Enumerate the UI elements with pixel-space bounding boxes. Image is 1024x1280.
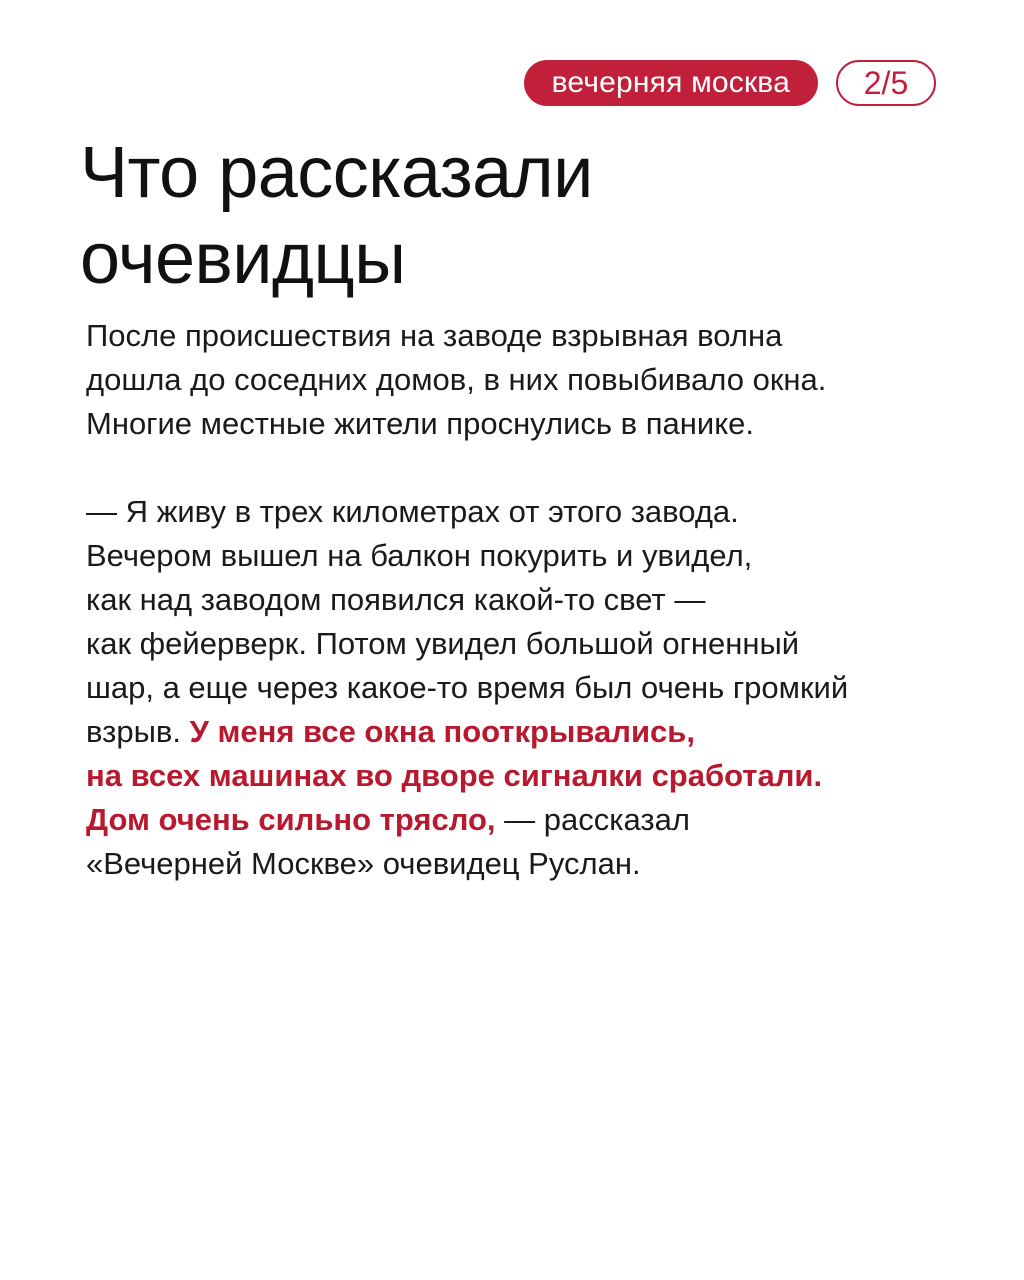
text-line: Многие местные жители проснулись в панике. [86,406,754,441]
text-line: шар, а еще через какое-то время был очень громкий [86,670,849,705]
text-line: «Вечерней Москве» очевидец Руслан. [86,846,641,881]
highlighted-quote: Дом очень сильно трясло, [86,802,496,837]
highlighted-quote: на всех машинах во дворе сигналки сработали. [86,758,823,793]
page-title [80,130,960,302]
title-line-2: очевидцы [80,219,406,299]
text-line-mixed [86,798,956,842]
text-line: После происшествия на заводе взрывная волна [86,318,783,353]
brand-badge: вечерняя москва [524,60,818,106]
text-line: как фейерверк. Потом увидел большой огненный [86,626,800,661]
plain-text: — рассказал [495,802,690,837]
paragraph-quote [86,490,956,886]
text-line: дошла до соседних домов, в них повыбивало окна. [86,362,827,397]
text-line: Вечером вышел на балкон покурить и увидел, [86,538,753,573]
text-line-mixed [86,710,956,754]
plain-text: взрыв. [86,714,190,749]
page-counter: 2/5 [836,60,936,106]
text-line: как над заводом появился какой-то свет — [86,582,706,617]
text-line: — Я живу в трех километрах от этого завода. [86,494,739,529]
title-line-1: Что рассказали [80,133,593,213]
paragraph-intro [86,314,956,446]
header [524,60,936,106]
highlighted-quote: У меня все окна пооткрывались, [189,714,695,749]
